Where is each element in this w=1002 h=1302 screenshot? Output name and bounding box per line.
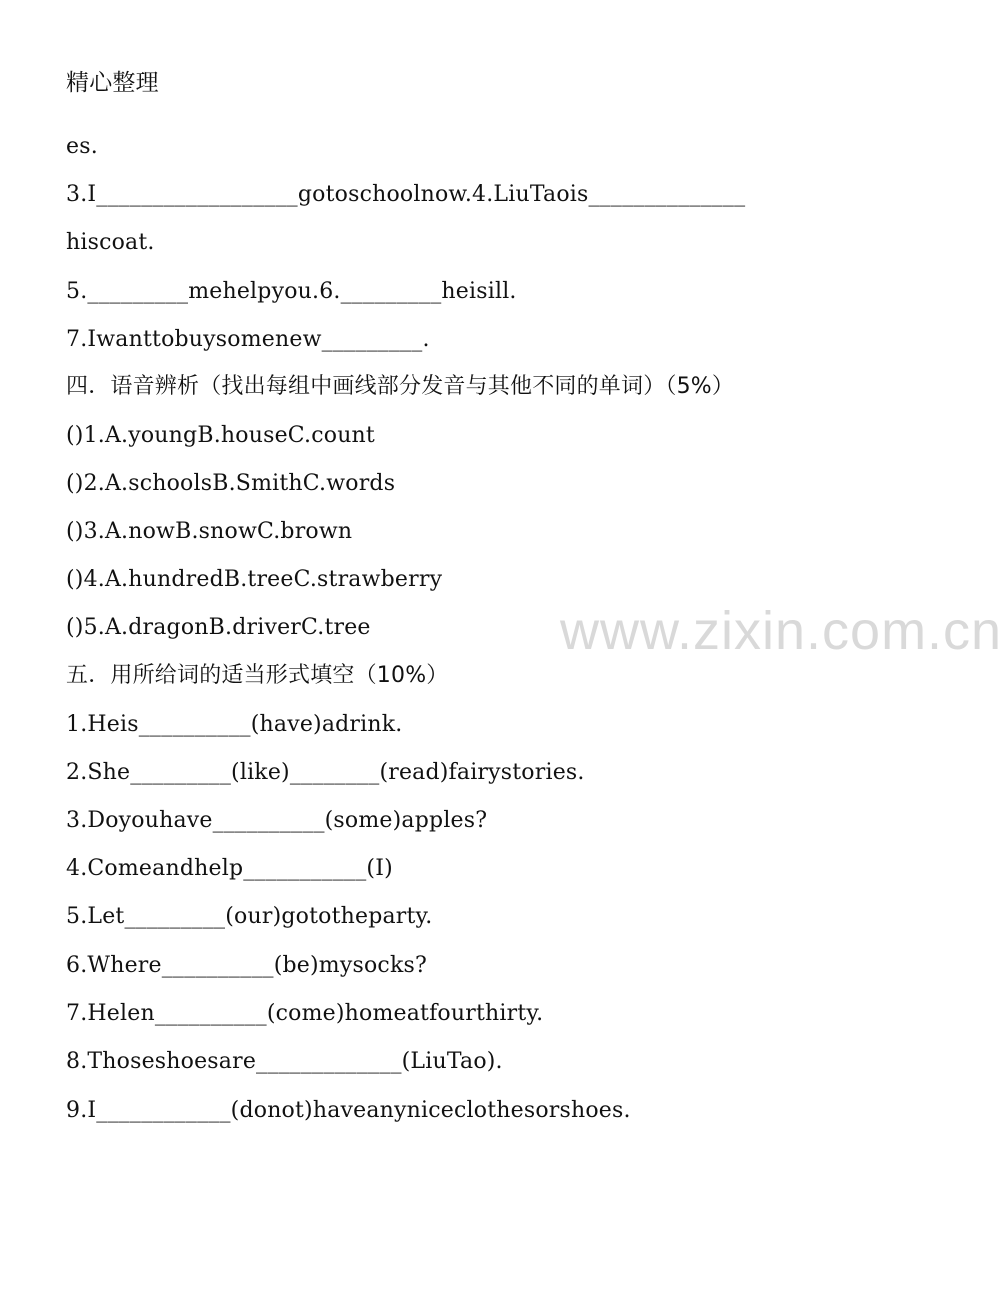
question-item: 6.Where__________(be)mysocks? bbox=[66, 953, 427, 978]
watermark: www.zixin.com.cn bbox=[560, 601, 1002, 661]
section-heading: 五．用所给词的适当形式填空（10%） bbox=[66, 663, 449, 688]
question-item: 3.Doyouhave__________(some)apples? bbox=[66, 808, 488, 833]
text-line: 3.I__________________gotoschoolnow.4.LiuTaois______________ bbox=[66, 182, 746, 207]
question-item: ()4.A.hundredB.treeC.strawberry bbox=[66, 567, 443, 592]
question-item: ()2.A.schoolsB.SmithC.words bbox=[66, 471, 396, 496]
page-header: 精心整理 bbox=[66, 70, 159, 96]
text-line: es. bbox=[66, 134, 98, 159]
text-line: 7.Iwanttobuysomenew_________. bbox=[66, 327, 430, 352]
text-line: hiscoat. bbox=[66, 230, 155, 255]
question-item: 2.She_________(like)________(read)fairystories. bbox=[66, 760, 585, 785]
question-item: 1.Heis__________(have)adrink. bbox=[66, 712, 403, 737]
text-line: 5._________mehelpyou.6._________heisill. bbox=[66, 279, 517, 304]
question-item: ()3.A.nowB.snowC.brown bbox=[66, 519, 353, 544]
question-item: 8.Thoseshoesare_____________(LiuTao). bbox=[66, 1049, 503, 1074]
question-item: 9.I____________(donot)haveanyniceclothesorshoes. bbox=[66, 1098, 631, 1123]
question-item: 5.Let_________(our)gototheparty. bbox=[66, 904, 433, 929]
question-item: ()1.A.youngB.houseC.count bbox=[66, 423, 375, 448]
section-heading: 四．语音辨析（找出每组中画线部分发音与其他不同的单词）（5%） bbox=[66, 374, 735, 399]
question-item: 4.Comeandhelp___________(I) bbox=[66, 856, 393, 881]
question-item: ()5.A.dragonB.driverC.tree bbox=[66, 615, 371, 640]
question-item: 7.Helen__________(come)homeatfourthirty. bbox=[66, 1001, 544, 1026]
